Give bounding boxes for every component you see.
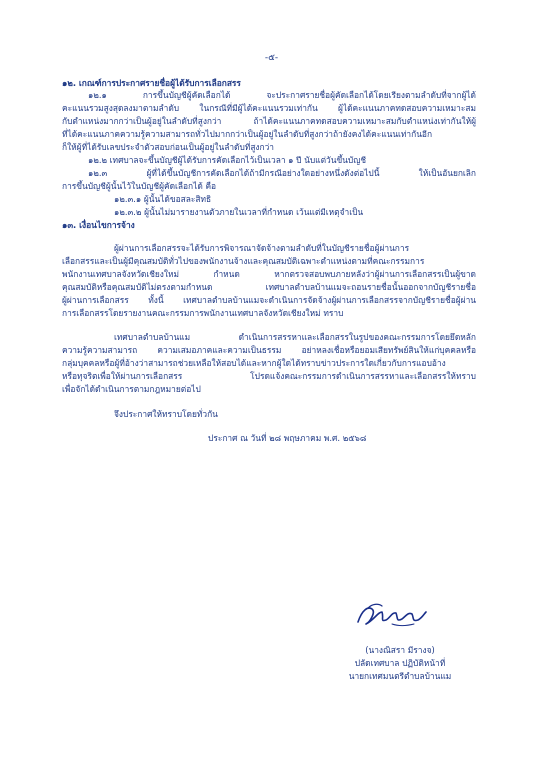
- s12-p3-1: ๑๒.๓.๑ ผู้นั้นได้ขอสละสิทธิ: [114, 194, 212, 204]
- signature-image: [352, 600, 430, 632]
- s13-p1-line-1: ผู้ผ่านการเลือกสรรจะได้รับการพิจารณาจัดจ้างตามลำดับที่ในบัญชีรายชื่อผู้ผ่านการ: [114, 243, 410, 253]
- s13-p1-line-2: เลือกสรรและเป็นผู้มีคุณสมบัติทั่วไปของพนักงานจ้างและคุณสมบัติเฉพาะตำแหน่งตามที่คณะกรรมการ: [62, 256, 425, 266]
- date-line: ประกาศ ณ วันที่ ๒๘ พฤษภาคม พ.ศ. ๒๕๖๘: [208, 433, 367, 443]
- s13-p2-line-1: เทศบาลตำบลบ้านแม ดำเนินการสรรหาและเลือกสรรในรูปของคณะกรรมการโดยยึดหลัก: [114, 332, 476, 342]
- s13-p2-line-5: เพื่อจักได้ดำเนินการตามกฎหมายต่อไป: [62, 384, 201, 394]
- s13-p1-line-6: การเลือกสรรโดยรายงานคณะกรรมการพนักงานเทศบาลจังหวัดเชียงใหม่ ทราบ: [62, 308, 344, 318]
- s12-p3-2: ๑๒.๓.๒ ผู้นั้นไม่มารายงานตัวภายในเวลาที่กำหนด เว้นแต่มีเหตุจำเป็น: [114, 207, 364, 217]
- page-number: -๕-: [264, 53, 279, 63]
- s12-p1-line-2: คะแนนรวมสูงสุดลงมาตามลำดับ ในกรณีที่มีผู้ได้คะแนนรวมเท่ากัน ผู้ได้คะแนนภาคทดสอบความเหมาะสม: [62, 103, 476, 113]
- s13-p2-line-2: ความรู้ความสามารถ ความเสมอภาคและความเป็นธรรม อย่าหลงเชื่อหรือยอมเสียทรัพย์สินให้แก่บุคคลหรือ: [62, 345, 476, 355]
- section-12-heading: ๑๒. เกณฑ์การประกาศรายชื่อผู้ได้รับการเลือกสรร: [62, 78, 241, 88]
- s13-p2-line-4: หรือทุจริตเพื่อให้ผ่านการเลือกสรร โปรดแจ้งคณะกรรมการดำเนินการสรรหาและเลือกสรรให้ทราบ: [62, 371, 476, 381]
- s13-p1-line-4: คุณสมบัติหรือคุณสมบัติไม่ตรงตามกำหนด เทศบาลตำบลบ้านแมจะถอนรายชื่อนั้นออกจากบัญชีรายชื่อ: [62, 282, 476, 292]
- s12-p1-line-3: กับตำแหน่งมากกว่าเป็นผู้อยู่ในลำดับที่สูงกว่า ถ้าได้คะแนนภาคทดสอบความเหมาะสมกับตำแหน่งเท่ากันให้ผู้: [62, 116, 476, 126]
- announce-line: จึงประกาศให้ทราบโดยทั่วกัน: [114, 409, 218, 419]
- s12-p1-line-4: ที่ได้คะแนนภาคความรู้ความสามารถทั่วไปมากกว่าเป็นผู้อยู่ในลำดับที่สูงกว่าถ้ายังคงได้คะแนนเท่ากันอีก: [62, 129, 433, 139]
- s12-p1-line-5: ก็ให้ผู้ที่ได้รับเลขประจำตัวสอบก่อนเป็นผู้อยู่ในลำดับที่สูงกว่า: [62, 142, 274, 152]
- signer-name: (นางณิสรา มีรางจ): [365, 645, 435, 655]
- s13-p2-line-3: กลุ่มบุคคลหรือผู้ที่อ้างว่าสามารถช่วยเหลือให้สอบได้และหากผู้ใดได้ทราบข่าวประการใดเกี่ยวกับการแอบอ้าง: [62, 358, 446, 368]
- s12-p3-line-2: การขึ้นบัญชีผู้นั้นไว้ในบัญชีผู้คัดเลือกได้ คือ: [62, 181, 217, 191]
- s13-p1-line-5: ผู้ผ่านการเลือกสรร ทั้งนี้ เทศบาลตำบลบ้านแมจะดำเนินการจัดจ้างผู้ผ่านการเลือกสรรจากบัญชีรายชื่อผู้ผ่าน: [62, 295, 476, 305]
- s12-p1-line-1: ๑๒.๑ การขึ้นบัญชีผู้คัดเลือกได้ จะประกาศรายชื่อผู้คัดเลือกได้โดยเรียงตามลำดับที่จากผู้ได้: [88, 90, 476, 100]
- s12-p3-line-1: ๑๒.๓ ผู้ที่ได้ขึ้นบัญชีการคัดเลือกได้ถ้ามีกรณีอย่างใดอย่างหนึ่งดังต่อไปนี้ ให้เป็นอันยกเลิก: [88, 168, 476, 178]
- s12-p2: ๑๒.๒ เทศบาลจะขึ้นบัญชีผู้ได้รับการคัดเลือกไว้เป็นเวลา ๑ ปี นับแต่วันขึ้นบัญชี: [88, 155, 367, 165]
- s13-p1-line-3: พนักงานเทศบาลจังหวัดเชียงใหม่ กำหนด หากตรวจสอบพบภายหลังว่าผู้ผ่านการเลือกสรรเป็นผู้ขาด: [62, 269, 476, 279]
- signer-position-2: นายกเทศมนตรีตำบลบ้านแม: [348, 671, 452, 681]
- section-13-heading: ๑๓. เงื่อนไขการจ้าง: [62, 220, 135, 230]
- signer-position-1: ปลัดเทศบาล ปฏิบัติหน้าที่: [354, 658, 446, 668]
